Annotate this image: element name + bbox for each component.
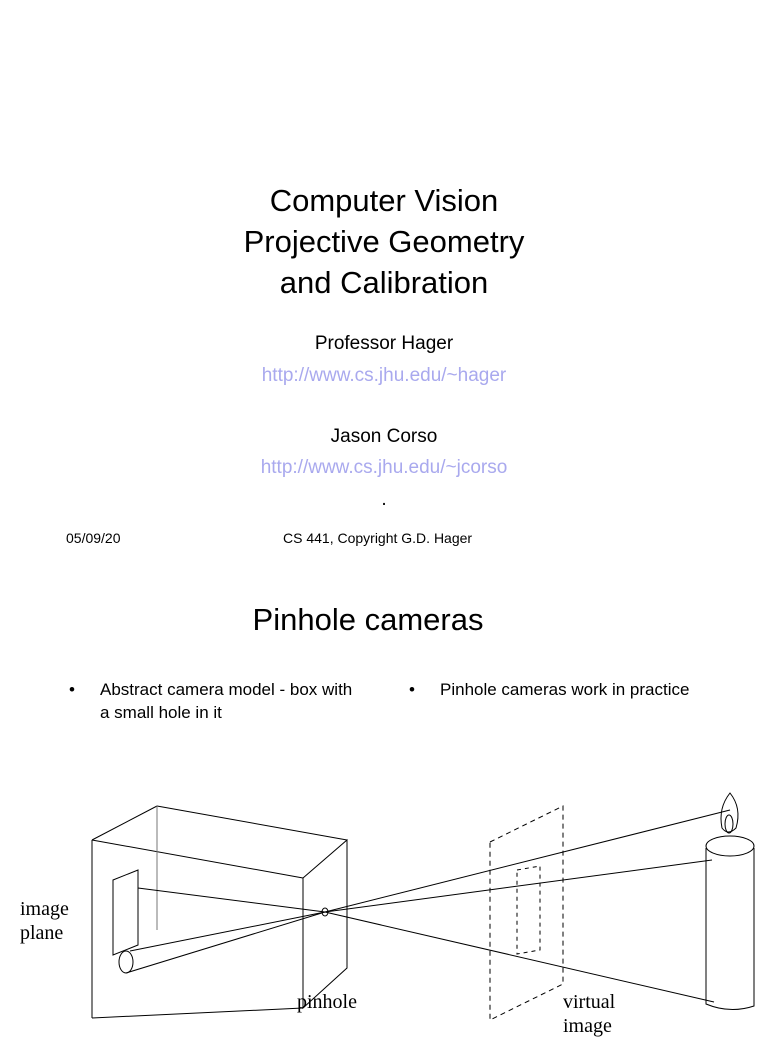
box-top-front-edge: [92, 840, 303, 878]
ray-bottom-inside: [130, 912, 325, 951]
title-line-2: Projective Geometry: [243, 224, 525, 259]
title-line-3: and Calibration: [279, 265, 489, 300]
bullet-text: Abstract camera model - box with a small hole in it: [100, 680, 353, 722]
ray-top-outside: [325, 810, 730, 912]
ray-top-inside: [138, 888, 325, 912]
candle-flame: [721, 793, 738, 832]
bullet-marker: •: [69, 680, 75, 699]
slide-title-pinhole: Pinhole cameras: [252, 602, 484, 637]
author-link-hager[interactable]: http://www.cs.jhu.edu/~hager: [261, 365, 507, 386]
label-image-plane-line-1: image: [20, 898, 69, 920]
slide-title: [0, 180, 768, 303]
box-front-face: [303, 840, 347, 1008]
box-top-back-edge: [157, 806, 347, 840]
bullet-item-1: [69, 678, 359, 728]
label-virtual-image-line-2: image: [563, 1015, 612, 1037]
ray-bottom2-inside: [126, 912, 325, 973]
pinhole-camera-diagram: [0, 770, 768, 1024]
box-bottom-edge: [92, 1008, 303, 1018]
bullet-text: Pinhole cameras work in practice: [440, 680, 690, 699]
author-name-corso: Jason Corso: [330, 426, 438, 447]
title-line-1: Computer Vision: [269, 183, 499, 218]
label-virtual-image-line-1: virtual: [563, 991, 616, 1013]
ray-bottom-outside: [325, 912, 714, 1002]
candle-top: [706, 836, 754, 856]
candle-body: [706, 848, 754, 1010]
candle-flame-core: [725, 815, 733, 833]
inverted-image-rect: [113, 870, 138, 955]
virtual-image-plane: [490, 806, 563, 1020]
virtual-image-object: [517, 866, 540, 954]
author-link-corso[interactable]: http://www.cs.jhu.edu/~jcorso: [260, 457, 508, 478]
ray-mid-outside: [325, 860, 712, 912]
bullet-item-2: [409, 678, 759, 704]
inverted-image-flame: [119, 951, 133, 973]
box-top-left-edge: [92, 806, 157, 840]
bullet-marker: •: [409, 680, 415, 699]
label-pinhole: pinhole: [297, 991, 357, 1013]
footer-course: CS 441, Copyright G.D. Hager: [283, 530, 473, 546]
label-image-plane-line-2: plane: [20, 922, 64, 944]
author-name-hager: Professor Hager: [314, 333, 454, 354]
footer-date: 05/09/20: [66, 530, 121, 546]
separator-dot: .: [381, 489, 387, 510]
